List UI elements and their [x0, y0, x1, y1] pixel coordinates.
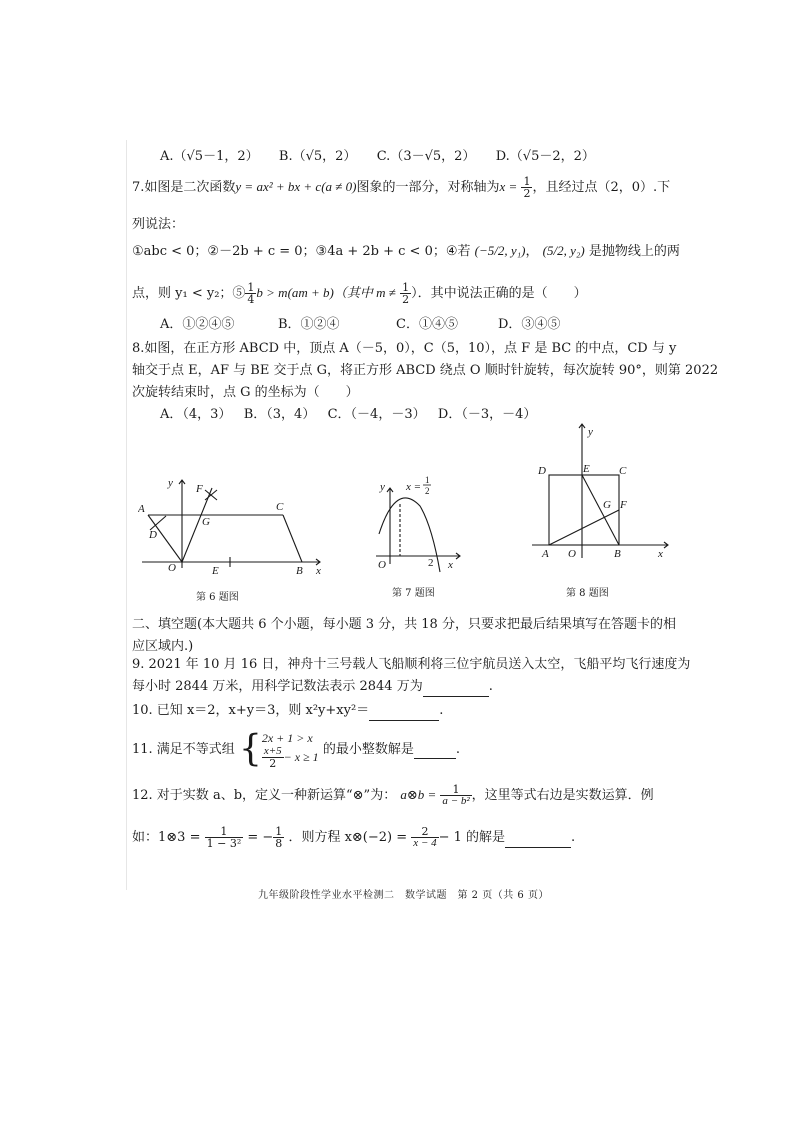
fig8-line-eb [582, 475, 619, 545]
q8-option-b: B．（3，4） [243, 407, 316, 422]
q11-inequality-1: 2x + 1 > x [261, 731, 313, 745]
fig6-label-d: D [149, 529, 157, 541]
scan-edge [126, 140, 127, 890]
q7-intro: 7.如图是二次函数 [132, 180, 236, 195]
q11-brace: { [238, 728, 262, 770]
section2-line1: 二、填空题(本大题共 6 个小题，每小题 3 分，共 18 分，只要求把最后结果填写在答题卡的相 [132, 617, 676, 632]
q7-s2-post: ）．其中说法正确的是（ ） [411, 286, 587, 301]
q7-s2-fraction: $\frac{1}{4}$ [247, 281, 255, 306]
fig7-sym-den: 2 [425, 486, 430, 496]
q10-answer-blank[interactable] [369, 702, 439, 721]
q12-intro: 12. 对于实数 a、b，定义一种新运算“⊗”为： [132, 788, 397, 803]
q7-line2: 列说法： [132, 217, 185, 232]
q12-example-lhs: 如：1⊗3 = [132, 830, 201, 845]
fig8-label-o: O [568, 548, 576, 560]
q8-line3: 次旋转结束时，点 G 的坐标为（ ） [132, 385, 359, 400]
fig6-label-f: F [196, 483, 203, 495]
q7-line1 [132, 176, 670, 199]
q6-option-c: C.（3－√5，2） [376, 149, 476, 164]
q6-option-a: A.（√5－1，2） [160, 149, 259, 164]
fig6-label-c: C [276, 501, 284, 513]
q12-equation-lhs: ．则方程 x⊗(−2) = [288, 830, 408, 845]
q8-option-a: A．（4，3） [160, 407, 232, 422]
fig8-line-af [549, 510, 619, 545]
q12-example-eq: = − [247, 830, 274, 845]
q7-option-b: B．①②④ [278, 317, 340, 332]
fig8-label-c: C [619, 465, 627, 477]
q12-equation-tail: − 1 [438, 830, 462, 845]
q7-point-2: (5/2, y₂) [542, 243, 585, 258]
q7-s2-mid: b > m(am + b)（其中 m ≠ [256, 285, 396, 300]
page-footer: 九年级阶段性学业水平检测二 数学试题 第 2 页（共 6 页） [258, 890, 549, 901]
q8-option-c: C．（－4，－3） [327, 407, 426, 422]
fig7-caption: 第 7 题图 [392, 588, 435, 599]
fig7-label-x: x [448, 559, 453, 571]
figure-8 [528, 420, 678, 562]
q6-option-d: D.（√5－2，2） [495, 149, 595, 164]
fig6-label-b: B [296, 565, 303, 577]
q7-option-a: A．①②④⑤ [160, 317, 235, 332]
q12-line1 [132, 784, 654, 807]
q6-option-b: B.（√5，2） [278, 149, 357, 164]
q7-s2-pre: 点，则 y₁ < y₂；⑤ [132, 286, 246, 301]
q7-axis-text: 图象的一部分，对称轴为 [356, 180, 500, 195]
q12-answer-blank[interactable] [505, 829, 571, 848]
fig6-label-y: y [168, 477, 173, 489]
q11-inequality-2-frac: $\frac{x+5}{2}$ [263, 745, 282, 770]
fig7-label-y: y [380, 481, 385, 493]
q11-tail: 的最小整数解是 [322, 742, 414, 757]
q11-answer-blank[interactable] [414, 742, 456, 759]
q12-line1-tail: ，这里等式右边是实数运算．例 [471, 788, 654, 803]
fig8-label-f: F [620, 499, 627, 511]
q7-point-text: ，且经过点（2，0）.下 [532, 180, 671, 195]
q11-system [262, 730, 319, 769]
q7-option-d: D．③④⑤ [498, 317, 561, 332]
q12-line2: 如：1⊗3 = $\frac{1}{\text{1 − 3²}}$ = − $\frac{1}{8}$ ．则方程 x⊗(−2) = $\frac{2}{x - 4}$ − 1 的解是 . [132, 825, 576, 850]
q12-example-fraction: $\frac{1}{\text{1 − 3²}}$ [206, 825, 242, 850]
q7-statements-2 [132, 282, 587, 305]
fig6-caption: 第 6 题图 [196, 592, 239, 603]
q8-options [160, 406, 536, 424]
q9-line2-text: 每小时 2844 万米，用科学记数法表示 2844 万为 [132, 679, 423, 694]
q12-def-fraction: $\frac{1}{\text{a − b²}}$ [442, 783, 470, 807]
q8-line2: 轴交于点 E，AF 与 BE 交于点 G，将正方形 ABCD 绕点 O 顺时针旋转，每次旋转 90°，则第 2022 [132, 363, 719, 378]
fig6-label-o: O [168, 562, 176, 574]
q7-option-c: C．①④⑤ [396, 317, 458, 332]
fig8-label-y: y [588, 426, 593, 438]
fig8-label-b: B [614, 548, 621, 560]
q7-axis-x: x = [499, 179, 518, 194]
q12-equation-fraction: $\frac{2}{x - 4}$ [413, 825, 437, 849]
q6-options [160, 148, 595, 166]
q7-statements-1: ①abc < 0；②－2b + c = 0；③4a + 2b + c < 0；④若 (−5/2, y₁)， (5/2, y₂) 是抛物线上的两 [132, 243, 680, 259]
fig6-side-cb [283, 515, 302, 562]
q7-point-1: (−5/2, y₁) [474, 243, 526, 258]
figure-7 [368, 476, 468, 576]
q11: 11. 满足不等式组 { 2x + 1 > x $\frac{x+5}{2}$ − x ≥ 1 的最小整数解是 . [132, 728, 460, 770]
fig8-label-x: x [658, 548, 663, 560]
fig6-label-e: E [212, 565, 219, 577]
fig8-label-g: G [603, 499, 611, 511]
fig6-label-x: x [316, 565, 321, 577]
q10-text: 10. 已知 x＝2，x+y＝3，则 x²y+xy²＝ [132, 703, 370, 718]
fig8-label-a: A [542, 548, 549, 560]
q9-line2: 每小时 2844 万米，用科学记数法表示 2844 万为 . [132, 678, 493, 697]
q7-function: y = ax² + bx + c(a ≠ 0) [235, 179, 357, 194]
q9-answer-blank[interactable] [423, 678, 489, 697]
q11-intro: 11. 满足不等式组 [132, 742, 235, 757]
fig8-label-d: D [538, 465, 546, 477]
q7-s2-m-fraction: $\frac{1}{2}$ [402, 281, 410, 306]
q9-line1: 9. 2021 年 10 月 16 日，神舟十三号载人飞船顺利将三位宇航员送入太空，飞船平均飞行速度为 [132, 657, 691, 672]
q10: 10. 已知 x＝2，x+y＝3，则 x²y+xy²＝ . [132, 702, 443, 721]
q7-axis-fraction: $\frac{1}{2}$ [523, 175, 531, 200]
fig6-label-g: G [202, 516, 210, 528]
q8-line1: 8.如图，在正方形 ABCD 中，顶点 A（－5，0），C（5，10），点 F 是 BC 的中点，CD 与 y [132, 341, 677, 356]
fig7-label-two: 2 [428, 557, 434, 569]
fig6-label-a: A [138, 503, 145, 515]
fig8-caption: 第 8 题图 [566, 588, 609, 599]
q12-line2-tail: 的解是 [466, 830, 506, 845]
figure-6 [138, 470, 338, 580]
fig7-sym-num: 1 [425, 476, 430, 485]
q7-statement-text: ①abc < 0；②－2b + c = 0；③4a + 2b + c < 0；④若 [132, 244, 471, 259]
q7-statement-tail: 是抛物线上的两 [588, 244, 680, 259]
q12-example-result: $\frac{1}{8}$ [275, 825, 283, 850]
fig7-sym-x: x = [406, 481, 422, 493]
q8-option-d: D．（－3，－4） [437, 407, 537, 422]
section2-line2: 应区域内.) [132, 639, 194, 654]
fig8-label-e: E [583, 463, 590, 475]
q11-inequality-2-tail: − x ≥ 1 [283, 750, 319, 764]
q12-def-lhs: a⊗b = [400, 787, 437, 802]
fig7-label-o: O [378, 559, 386, 571]
